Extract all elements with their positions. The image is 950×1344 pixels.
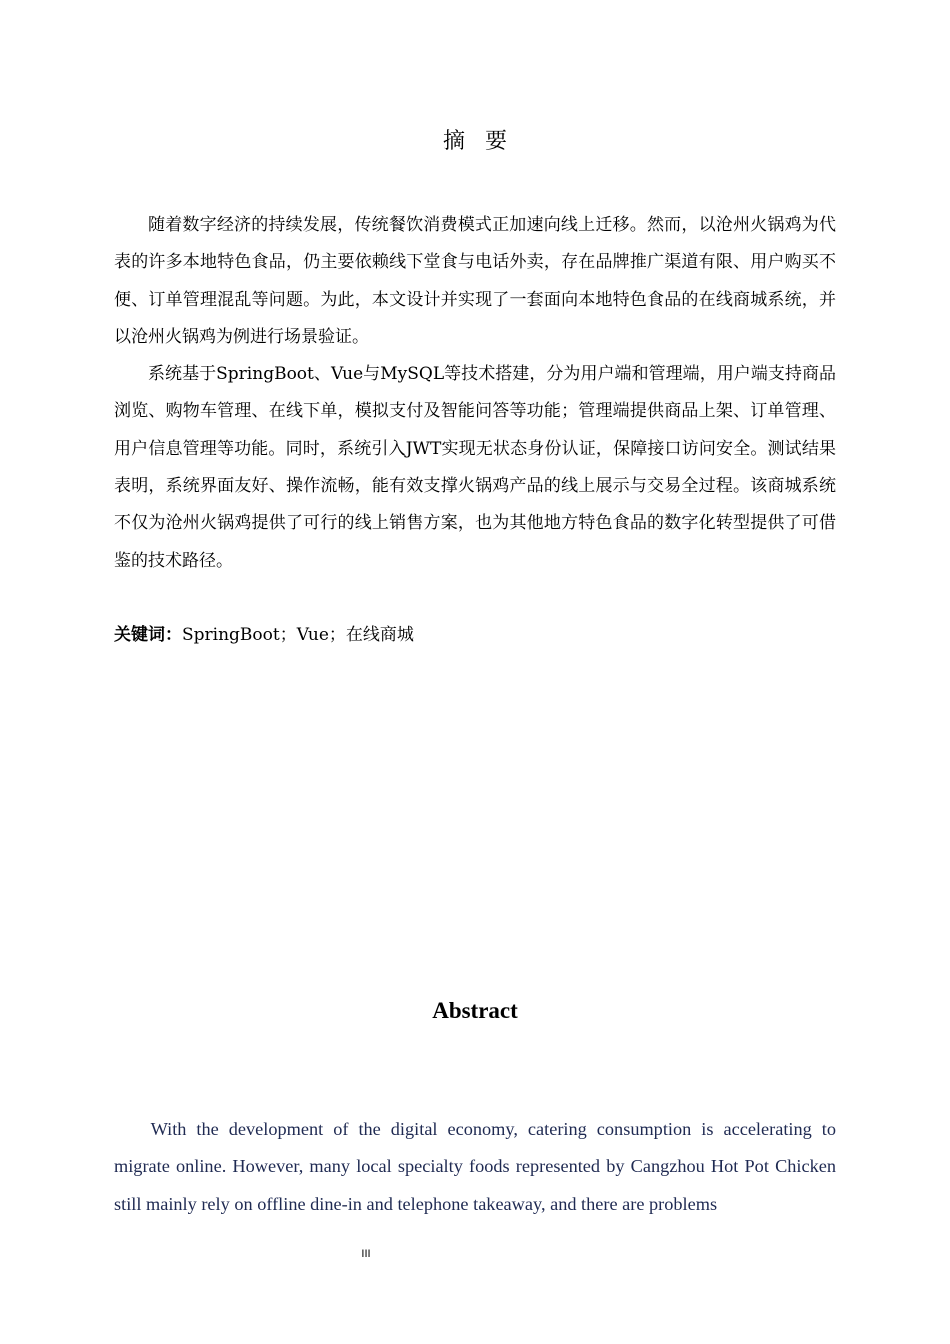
abstract-cn-body (114, 207, 836, 580)
abstract-en-body (114, 1111, 836, 1223)
abstract-cn-keywords (114, 617, 836, 654)
abstract-cn-paragraph-1: 随着数字经济的持续发展，传统餐饮消费模式正加速向线上迁移。然而，以沧州火锅鸡为代表的许多本地特色食品，仍主要依赖线下堂食与电话外卖，存在品牌推广渠道有限、用户购买不便、订单管理混乱等问题。为此，本文设计并实现了一套面向本地特色食品的在线商城系统，并以沧州火锅鸡为例进行场景验证。 (114, 215, 836, 347)
keywords-text: SpringBoot；Vue；在线商城 (182, 625, 414, 645)
keywords-label: 关键词： (114, 625, 182, 645)
page-number: III (361, 1248, 371, 1260)
abstract-en-title: Abstract (432, 998, 518, 1023)
abstract-en-paragraph-1: With the development of the digital economy, catering consumption is accelerating to migrate online. However, many local specialty foods represented by Cangzhou Hot Pot Chicken still mainly rely on offline dine-in and telephone takeaway, and there are problems (114, 1119, 836, 1214)
abstract-cn-paragraph-2: 系统基于SpringBoot、Vue与MySQL等技术搭建，分为用户端和管理端，用户端支持商品浏览、购物车管理、在线下单，模拟支付及智能问答等功能；管理端提供商品上架、订单管理、用户信息管理等功能。同时，系统引入JWT实现无状态身份认证，保障接口访问安全。测试结果表明，系统界面友好、操作流畅，能有效支撑火锅鸡产品的线上展示与交易全过程。该商城系统不仅为沧州火锅鸡提供了可行的线上销售方案，也为其他地方特色食品的数字化转型提供了可借鉴的技术路径。 (114, 364, 836, 571)
abstract-cn-title: 摘要 (442, 129, 527, 154)
